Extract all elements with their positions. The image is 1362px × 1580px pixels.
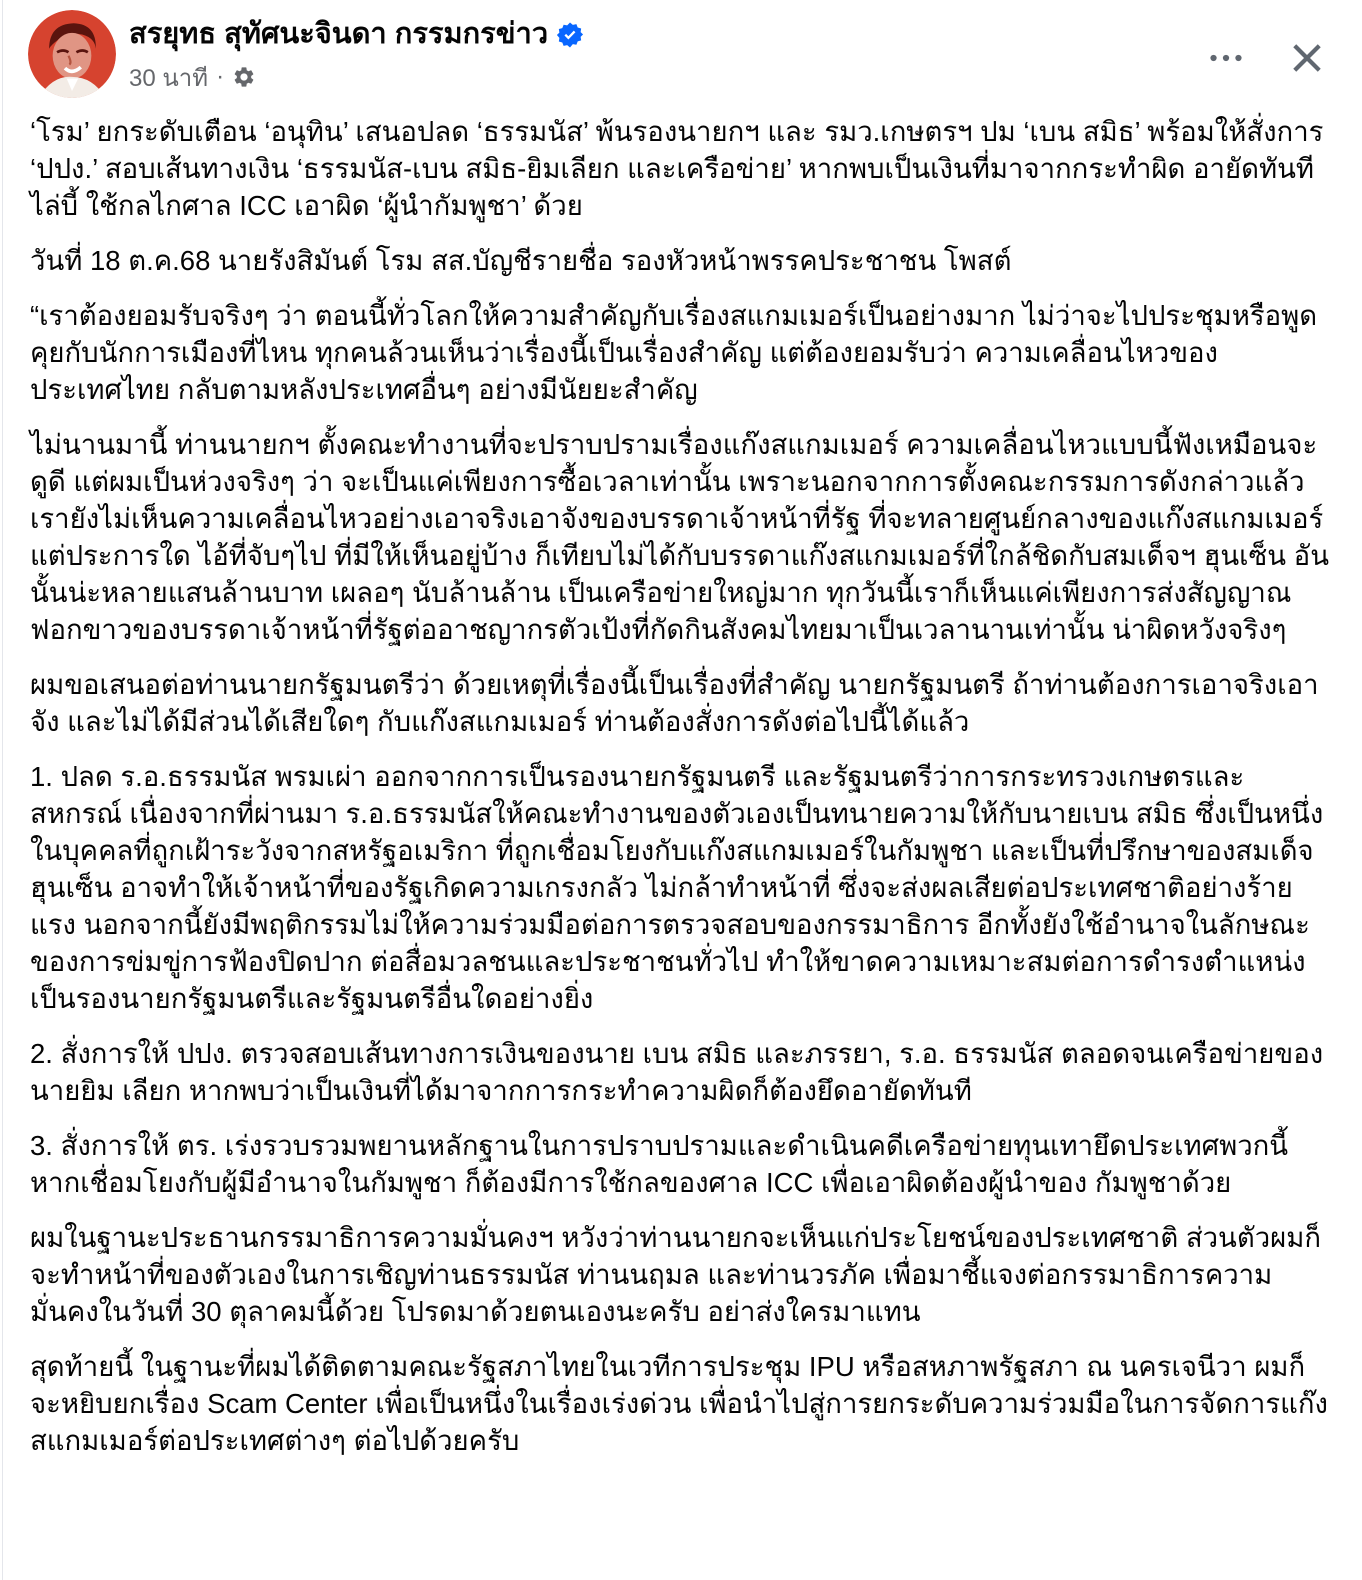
avatar-image (28, 10, 116, 98)
dot-separator: · (216, 63, 225, 91)
post-header (0, 0, 1362, 108)
more-options-button[interactable] (1200, 32, 1252, 84)
post-paragraph: ‘โรม’ ยกระดับเตือน ‘อนุทิน’ เสนอปลด ‘ธรรมนัส’ พ้นรองนายกฯ และ รมว.เกษตรฯ ปม ‘เบน สมิธ’ พร้อมให้สั่งการ ‘ปปง.’ สอบเส้นทางเงิน ‘ธรรมนัส-เบน สมิธ-ยิมเลียก และเครือข่าย’ หากพบเป็นเงินที่มาจากกระทำผิด อายัดทันที ไล่บี้ ใช้กลไกศาล ICC เอาผิด ‘ผู้นำกัมพูชา’ ด้วย (30, 116, 1324, 221)
post-content (0, 108, 1362, 1460)
post-paragraph: วันที่ 18 ต.ค.68 นายรังสิมันต์ โรม สส.บัญชีรายชื่อ รองหัวหน้าพรรคประชาชน โพสต์ (30, 244, 1012, 276)
post-timestamp[interactable]: 30 นาที (129, 64, 209, 92)
post-paragraph: 1. ปลด ร.อ.ธรรมนัส พรมเผ่า ออกจากการเป็นรองนายกรัฐมนตรี และรัฐมนตรีว่าการกระทรวงเกษตรและสหกรณ์ เนื่องจากที่ผ่านมา ร.อ.ธรรมนัสให้คณะทำงานของตัวเองเป็นทนายความให้กับนายเบน สมิธ ซึ่งเป็นหนึ่งในบุคคลที่ถูกเฝ้าระวังจากสหรัฐอเมริกา ที่ถูกเชื่อมโยงกับแก๊งสแกมเมอร์ในกัมพูชา และเป็นที่ปรึกษาของสมเด็จฮุนเซ็น อาจทำให้เจ้าหน้าที่ของรัฐเกิดความเกรงกลัว ไม่กล้าทำหน้าที่ ซึ่งจะส่งผลเสียต่อประเทศชาติอย่างร้ายแรง นอกจากนี้ยังมีพฤติกรรมไม่ให้ความร่วมมือต่อการตรวจสอบของกรรมาธิการ อีกทั้งยังใช้อำนาจในลักษณะของการข่มขู่การฟ้องปิดปาก ต่อสื่อมวลชนและประชาชนทั่วไป ทำให้ขาดความเหมาะสมต่อการดำรงตำแหน่งเป็นรองนายกรัฐมนตรีและรัฐมนตรีอื่นใดอย่างยิ่ง (30, 760, 1324, 1014)
privacy-gear-icon[interactable] (232, 65, 256, 89)
author-name[interactable]: สรยุทธ สุทัศนะจินดา กรรมกรข่าว (129, 18, 549, 50)
post-paragraph: “เราต้องยอมรับจริงๆ ว่า ตอนนี้ทั่วโลกให้ความสำคัญกับเรื่องสแกมเมอร์เป็นอย่างมาก ไม่ว่าจะไปประชุมหรือพูดคุยกับนักการเมืองที่ไหน ทุกคนล้วนเห็นว่าเรื่องนี้เป็นเรื่องสำคัญ แต่ต้องยอมรับว่า ความเคลื่อนไหวของประเทศไทย กลับตามหลังประเทศอื่นๆ อย่างมีนัยยะสำคัญ (30, 299, 1318, 405)
ellipsis-icon (1204, 36, 1248, 80)
post-paragraph: ไม่นานมานี้ ท่านนายกฯ ตั้งคณะทำงานที่จะปราบปรามเรื่องแก๊งสแกมเมอร์ ความเคลื่อนไหวแบบนี้ฟังเหมือนจะดูดี แต่ผมเป็นห่วงจริงๆ ว่า จะเป็นแค่เพียงการซื้อเวลาเท่านั้น เพราะนอกจากการตั้งคณะกรรมการดังกล่าวแล้ว เรายังไม่เห็นความเคลื่อนไหวอย่างเอาจริงเอาจังของบรรดาเจ้าหน้าที่รัฐ ที่จะทลายศูนย์กลางของแก๊งสแกมเมอร์แต่ประการใด ไอ้ที่จับๆไป ที่มีให้เห็นอยู่บ้าง ก็เทียบไม่ได้กับบรรดาแก๊งสแกมเมอร์ที่ใกล้ชิดกับสมเด็จฯ ฮุนเซ็น อันนั้นน่ะหลายแสนล้านบาท เผลอๆ นับล้านล้าน เป็นเครือข่ายใหญ่มาก ทุกวันนี้เราก็เห็นแค่เพียงการส่งสัญญาณฟอกขาวของบรรดาเจ้าหน้าที่รัฐต่ออาชญากรตัวเป้งที่กัดกินสังคมไทยมาเป็นเวลานานเท่านั้น น่าผิดหวังจริงๆ (30, 428, 1329, 645)
dialog-left-edge (2, 0, 3, 1580)
post-paragraph: ผมขอเสนอต่อท่านนายกรัฐมนตรีว่า ด้วยเหตุที่เรื่องนี้เป็นเรื่องที่สำคัญ นายกรัฐมนตรี ถ้าท่านต้องการเอาจริงเอาจัง และไม่ได้มีส่วนได้เสียใดๆ กับแก๊งสแกมเมอร์ ท่านต้องสั่งการดังต่อไปนี้ได้แล้ว (30, 668, 1319, 737)
close-button[interactable] (1282, 33, 1332, 83)
post-paragraph: สุดท้ายนี้ ในฐานะที่ผมได้ติดตามคณะรัฐสภาไทยในเวทีการประชุม IPU หรือสหภาพรัฐสภา ณ นครเจนีวา ผมก็จะหยิบยกเรื่อง Scam Center เพื่อเป็นหนึ่งในเรื่องเร่งด่วน เพื่อนำไปสู่การยกระดับความร่วมมือในการจัดการแก๊งสแกมเมอร์ต่อประเทศต่างๆ ต่อไปด้วยครับ (30, 1350, 1328, 1456)
post-paragraph: 2. สั่งการให้ ปปง. ตรวจสอบเส้นทางการเงินของนาย เบน สมิธ และภรรยา, ร.อ. ธรรมนัส ตลอดจนเครือข่ายของนายยิม เลียก หากพบว่าเป็นเงินที่ได้มาจากการกระทำความผิดก็ต้องยึดอายัดทันที (30, 1037, 1324, 1106)
post-paragraph: 3. สั่งการให้ ตร. เร่งรวบรวมพยานหลักฐานในการปราบปรามและดำเนินคดีเครือข่ายทุนเทายึดประเทศพวกนี้ หากเชื่อมโยงกับผู้มีอำนาจในกัมพูชา ก็ต้องมีการใช้กลของศาล ICC เพื่อเอาผิดต้องผู้นำของ กัมพูชาด้วย (30, 1129, 1289, 1198)
header-meta (129, 10, 1200, 97)
verified-badge-icon (557, 22, 583, 48)
header-actions (1200, 10, 1332, 84)
avatar[interactable] (28, 10, 116, 98)
post-paragraph: ผมในฐานะประธานกรรมาธิการความมั่นคงฯ หวังว่าท่านนายกจะเห็นแก่ประโยชน์ของประเทศชาติ ส่วนตัวผมก็จะทำหน้าที่ของตัวเองในการเชิญท่านธรรมนัส ท่านนฤมล และท่านวรภัค เพื่อมาชี้แจงต่อกรรมาธิการความมั่นคงในวันที่ 30 ตุลาคมนี้ด้วย โปรดมาด้วยตนเองนะครับ อย่าส่งใครมาแทน (30, 1221, 1322, 1327)
close-icon (1286, 37, 1328, 79)
